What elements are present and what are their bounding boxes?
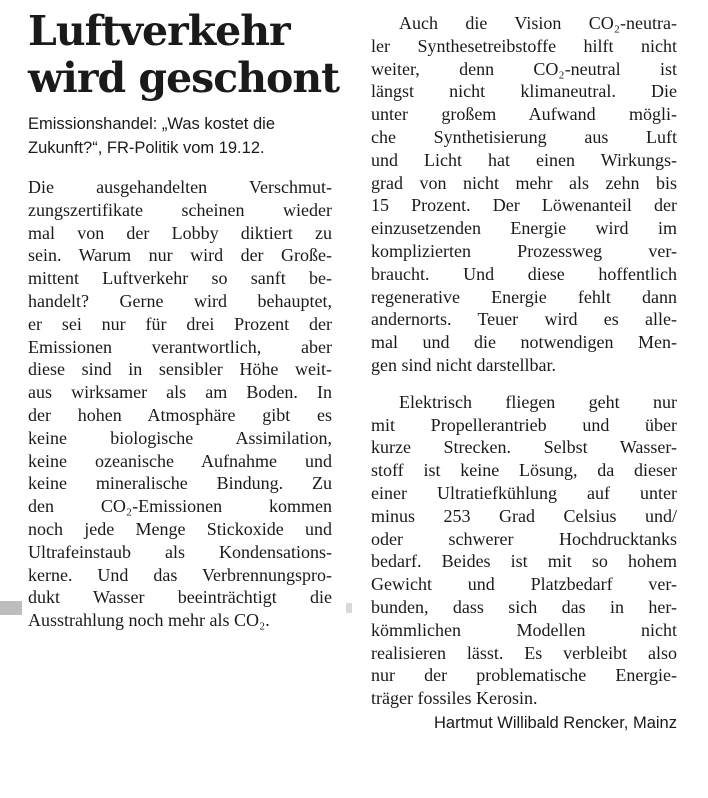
right-column [371,12,677,734]
headline [28,4,340,102]
text-line: ler Synthesetreibstoffe hilft nicht [371,35,677,56]
text-line: grad von nicht mehr als zehn bis [371,172,677,193]
text-line: stoff ist keine Lösung, da dieser [371,460,677,481]
text-line: oder schwerer Hochdrucktanks [371,528,677,549]
text-line: Auch die Vision CO₂-neutra- [399,13,677,33]
text-line: regenerative Energie fehlt dann [371,286,677,307]
text-line: andernorts. Teuer wird es alle- [371,309,677,330]
text-line: kurze Strecken. Selbst Wasser- [371,437,677,458]
text-line: und Licht hat einen Wirkungs- [371,149,677,170]
text-line: träger fossiles Kerosin. [371,688,538,709]
text-line: kömmlichen Modellen nicht [371,619,677,640]
text-line: mal von der Lobby diktiert zu [28,222,332,243]
text-line: realisieren lässt. Es verbleibt also [371,642,677,663]
text-line: mit Propellerantrieb und über [371,414,677,435]
reference-line: Emissionshandel: „Was kostet die [28,115,275,133]
text-line: Elektrisch fliegen geht nur [399,391,677,412]
text-line: nur der problematische Energie- [371,665,677,686]
text-line: einer Ultratiefkühlung auf unter [371,482,677,503]
text-line: keine mineralische Bindung. Zu [28,473,332,494]
text-line: komplizierten Prozessweg ver- [371,240,677,261]
text-line: braucht. Und diese hoffentlich [371,263,677,284]
text-line: keine ozeanische Aufnahme und [28,450,332,471]
text-line: minus 253 Grad Celsius und/ [371,505,677,526]
text-line: längst nicht klimaneutral. Die [371,81,677,102]
text-line: mittent Luftverkehr so sanft be- [28,268,332,289]
text-line: sein. Warum nur wird der Große- [28,245,332,266]
text-line: diese sind in sensibler Höhe weit- [28,359,332,380]
text-line: zungszertifikate scheinen wieder [28,199,332,220]
text-line: mal und die notwendigen Men- [371,332,677,353]
text-line: Ultrafeinstaub als Kondensations- [28,541,332,562]
left-column [28,4,340,632]
scan-artifact [346,603,352,613]
text-line: Die ausgehandelten Verschmut- [28,177,332,197]
left-body-paragraph [28,176,332,632]
text-line: Ausstrahlung noch mehr als CO₂. [28,610,270,631]
right-paragraph-2 [371,391,677,710]
scan-artifact [0,601,22,615]
text-line: unter großem Aufwand mögli- [371,104,677,125]
text-line: den CO₂-Emissionen kommen [28,496,332,517]
text-line: bedarf. Beides ist mit so hohem [371,551,677,572]
headline-line: Luftverkehr [28,7,290,55]
reference-line: Zukunft?“, FR-Politik vom 19.12. [28,139,265,157]
text-line: er sei nur für drei Prozent der [28,313,332,334]
text-line: noch jede Menge Stickoxide und [28,518,332,539]
text-line: der hohen Atmosphäre gibt es [28,404,332,425]
right-paragraph-1 [371,12,677,377]
text-line: einzusetzenden Energie wird im [371,218,677,239]
author-signature: Hartmut Willibald Rencker, Mainz [434,713,677,732]
text-line: dukt Wasser beeinträchtigt die [28,587,332,608]
text-line: Emissionen verantwortlich, aber [28,336,332,357]
text-line: weiter, denn CO₂-neutral ist [371,58,677,79]
text-line: aus wirksamer als am Boden. In [28,382,332,403]
text-line: bunden, dass sich das in her- [371,596,677,617]
headline-line: wird geschont [28,54,340,102]
article-reference [28,112,332,160]
text-line: kerne. Und das Verbrennungspro- [28,564,332,585]
text-line: che Synthetisierung aus Luft [371,126,677,147]
text-line: keine biologische Assimilation, [28,427,332,448]
text-line: 15 Prozent. Der Löwenanteil der [371,195,677,216]
text-line: Gewicht und Platzbedarf ver- [371,574,677,595]
text-line: gen sind nicht darstellbar. [371,354,556,375]
paragraph-gap [371,377,677,391]
text-line: handelt? Gerne wird behauptet, [28,290,332,311]
